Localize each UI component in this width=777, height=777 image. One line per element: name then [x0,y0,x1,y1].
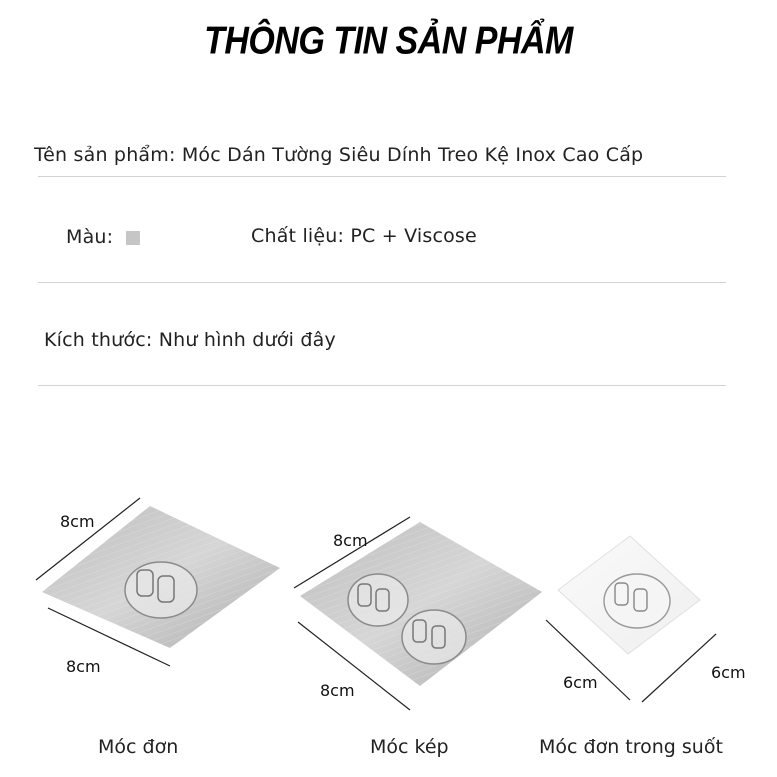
size-text: Kích thước: Như hình dưới đây [44,329,336,351]
dimension-label: 8cm [333,531,368,550]
product-caption: Móc đơn [98,736,179,758]
dimension-label: 8cm [60,512,95,531]
product-caption: Móc kép [370,736,449,758]
dimension-label: 8cm [66,657,101,676]
material-text: Chất liệu: PC + Viscose [251,225,477,247]
transparent-hook-plate [558,536,700,654]
page-title: THÔNG TIN SẢN PHẨM [204,19,573,63]
dimension-label: 6cm [563,673,598,692]
dimension-label: 8cm [320,681,355,700]
color-label: Màu: [66,226,114,248]
product-name-text: Tên sản phẩm: Móc Dán Tường Siêu Dính Treo Kệ Inox Cao Cấp [34,144,644,166]
dimension-label: 6cm [711,663,746,682]
product-caption: Móc đơn trong suốt [539,736,723,758]
